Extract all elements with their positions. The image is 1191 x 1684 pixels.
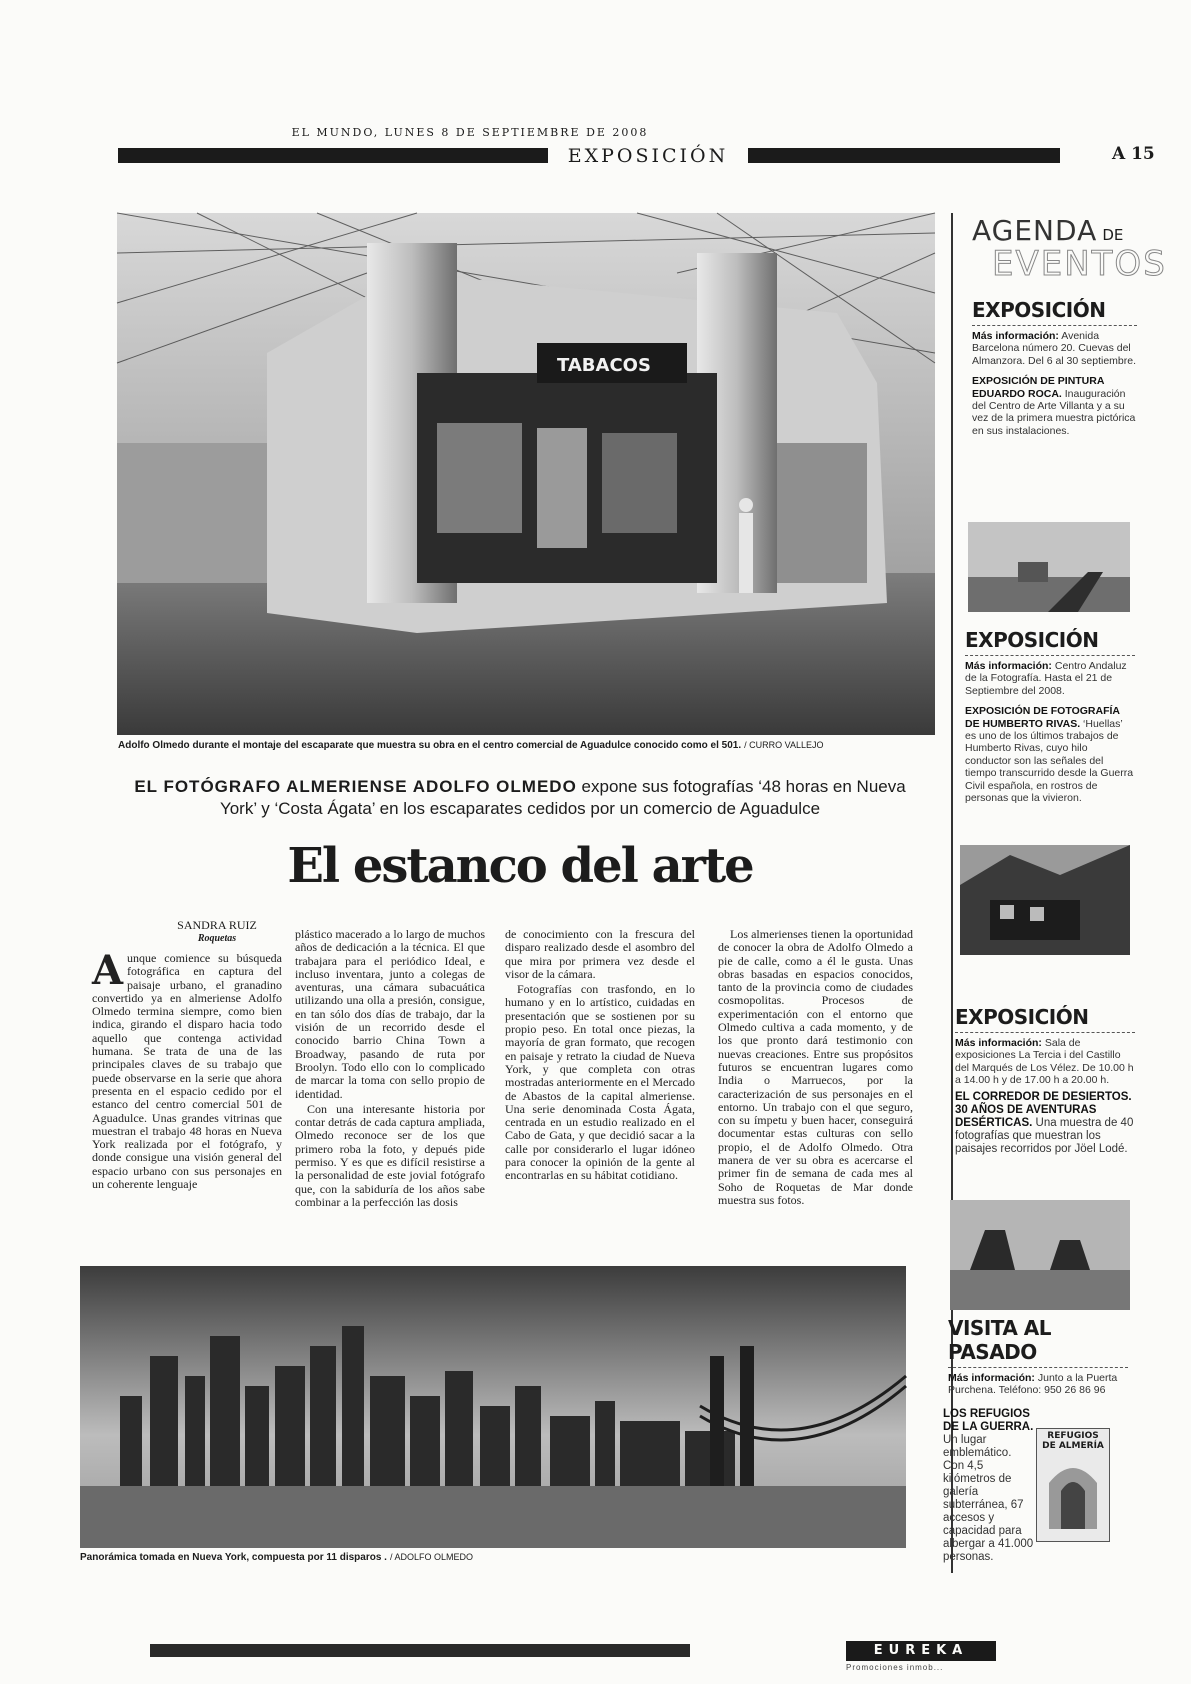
event-3-info bbox=[955, 1037, 1135, 1087]
event-1-text: Avenida Barcelona número 20. Cuevas del Almanzora. Del 6 al 30 septiembre. bbox=[972, 330, 1136, 367]
event-4-info bbox=[948, 1372, 1128, 1397]
deck-bold: EL FOTÓGRAFO ALMERIENSE ADOLFO OLMEDO bbox=[134, 777, 577, 796]
event-4b-title: LOS REFUGIOS DE LA GUERRA. bbox=[943, 1408, 1034, 1433]
event-4-text: Junto a la Puerta Purchena. Teléfono: 950 26 86 96 bbox=[948, 1372, 1118, 1397]
col2-paragraph-2: Con una interesante historia por contar detrás de cada captura ampliada, Olmedo reconoce ser de los que primero roba la foto, y depués pide permiso. Y es que es difícil resistirse a la personalidad de este jovial fotógrafo que, con la sabiduría de los años sabe combinar a la perfección las dosis bbox=[295, 1101, 485, 1209]
event-2-divider bbox=[965, 655, 1135, 656]
main-photo-caption bbox=[118, 740, 938, 751]
sidebar-event-1 bbox=[972, 298, 1137, 437]
byline-author: SANDRA RUIZ bbox=[177, 918, 257, 932]
caption-credit: / CURRO VALLEJO bbox=[744, 740, 824, 750]
event-1-info bbox=[972, 330, 1137, 367]
sidebar-photo-1 bbox=[968, 522, 1130, 612]
article-deck bbox=[120, 776, 920, 820]
byline bbox=[152, 918, 282, 944]
drop-cap: A bbox=[92, 947, 124, 994]
event-2-info bbox=[965, 660, 1135, 697]
sidebar-photo-2 bbox=[960, 845, 1130, 955]
footer-ad-strip bbox=[150, 1644, 690, 1657]
article-column-2 bbox=[295, 928, 485, 1211]
event-2b bbox=[965, 705, 1135, 804]
event-1-divider bbox=[972, 325, 1137, 326]
event-3b-title: EL CORREDOR DE DESIERTOS. 30 AÑOS DE AVENTURAS DESÉRTICAS. bbox=[955, 1090, 1132, 1129]
event-4-divider bbox=[948, 1367, 1128, 1368]
sidebar-event-3 bbox=[955, 1005, 1135, 1156]
col3-paragraph-1: de conocimiento con la frescura del disparo realizado desde el asombro del que mira por primera vez desde el visor de la cámara. bbox=[505, 927, 695, 981]
section-bar bbox=[118, 143, 1118, 169]
event-4-label: Más información: bbox=[948, 1372, 1035, 1384]
col2-paragraph-1: plástico macerado a lo largo de muchos años de dedicación a la técnica. El que trabajara para el periódico Ideal, e incluso inventara, junto a colegas de aventuras, una cámara subacuática utilizando una olla a presión, consigue, en tan sólo dos días de trabajo, dar la visión de un recorrido desde el conocido barrio China Town a Broadway, pasando de ruta por Broolyn. Todo ello con lo complicado de marcar la toma con sello propio de identidad. bbox=[295, 927, 485, 1101]
article-column-4 bbox=[718, 928, 913, 1209]
tunnel-illustration bbox=[1037, 1453, 1109, 1529]
agenda-title bbox=[972, 214, 1167, 284]
event-1-label: Más información: bbox=[972, 330, 1059, 342]
event-3-divider bbox=[955, 1032, 1135, 1033]
col3-paragraph-2: Fotografías con trasfondo, en lo humano y en lo artístico, cuidadas en presentación que se sostienen por su propio peso. En total once piezas, la mayoría de gran formato, que recogen en paisaje y retrato la ciudad de Nueva York, y que completa con otras mostradas anteriormente en el Mercado de Abastos de la capital almeriense. Una serie denominada Costa Ágata, centrada en un estudio realizado en el Cabo de Gata, y que decidió sacar a la calle por considerarlo el lugar idóneo para conocer la opinión de la gente al encontrarlas en su hábitat cotidiano. bbox=[505, 982, 695, 1183]
refugios-poster bbox=[1036, 1428, 1110, 1542]
tabacos-sign: TABACOS bbox=[557, 355, 651, 376]
event-2-title: EXPOSICIÓN bbox=[965, 628, 1099, 652]
sidebar-photo-3 bbox=[950, 1200, 1130, 1310]
agenda-eventos: EVENTOS bbox=[992, 244, 1167, 284]
headline: El estanco del arte bbox=[287, 838, 753, 894]
col1-paragraph-1: unque comience su búsqueda fotográfica en captura del paisaje urbano, el granadino convertido ya en almeriense Adolfo Olmedo termina siempre, como bien indica, girando el disparo hacia todo aquello que contenga actividad humana. Se trata de una de las principales claves de su trabajo que puede observarse en la serie que ahora presenta en el espacio cedido por el estanco del centro comercial 501 de Aguadulce. Unas grandes vitrinas que muestran el trabajo 48 horas en Nueva York realizada por el fotógrafo, y donde consigue una visión general del espacio urbano con sus personajes en un coherente lenguaje bbox=[92, 951, 282, 1192]
byline-location: Roquetas bbox=[197, 933, 237, 944]
event-1b-title: EXPOSICIÓN DE PINTURA EDUARDO ROCA. bbox=[972, 375, 1105, 400]
agenda-word: AGENDA bbox=[972, 214, 1098, 247]
event-3-label: Más información: bbox=[955, 1037, 1042, 1049]
poster-text: REFUGIOS DE ALMERÍA bbox=[1042, 1431, 1104, 1451]
event-3-text: Sala de exposiciones La Tercia i del Castillo del Marqués de Los Vélez. De 10.00 h a 14.00 h y de 17.00 h a 20.00 h. bbox=[955, 1037, 1134, 1087]
event-3b-text: Una muestra de 40 fotografías que muestran los paisajes recorridos por Jöel Lodé. bbox=[955, 1116, 1134, 1155]
dateline: EL MUNDO, LUNES 8 DE SEPTIEMBRE DE 2008 bbox=[291, 126, 649, 139]
main-photo bbox=[117, 213, 935, 735]
event-2b-text: ‘Huellas’ es uno de los últimos trabajos de Humberto Rivas, cuyo hilo conductor son las señales del tiempo transcurrido desde la Guerra Civil española, en rostros de personas que la vivieron. bbox=[965, 717, 1134, 805]
event-1-title: EXPOSICIÓN bbox=[972, 298, 1106, 322]
eureka-ad: EUREKA bbox=[846, 1641, 996, 1661]
panorama-caption bbox=[80, 1552, 680, 1563]
panorama-caption-text: Panorámica tomada en Nueva York, compuesta por 11 disparos . bbox=[80, 1552, 387, 1563]
panorama-credit: / ADOLFO OLMEDO bbox=[389, 1552, 473, 1562]
event-4b bbox=[943, 1408, 1035, 1564]
event-4-title: VISITA AL PASADO bbox=[948, 1316, 1052, 1364]
article-column-1 bbox=[92, 947, 282, 1193]
event-1b bbox=[972, 375, 1137, 437]
agenda-de: DE bbox=[1102, 226, 1124, 244]
kiosk-illustration bbox=[117, 213, 935, 735]
event-1b-text: Inauguración del Centro de Arte Villanta y a su vez de la primera muestra pictórica en sus instalaciones. bbox=[972, 387, 1136, 437]
eureka-ad-sub: Promociones inmob... bbox=[846, 1663, 944, 1672]
event-2b-title: EXPOSICIÓN DE FOTOGRAFÍA DE HUMBERTO RIVAS. bbox=[965, 705, 1120, 730]
event-3-title: EXPOSICIÓN bbox=[955, 1005, 1089, 1029]
sidebar-event-2 bbox=[965, 628, 1135, 804]
caption-text: Adolfo Olmedo durante el montaje del escaparate que muestra su obra en el centro comercial de Aguadulce conocido como el 501. bbox=[118, 740, 742, 751]
section-title: EXPOSICIÓN bbox=[548, 143, 748, 169]
page-number: A 15 bbox=[1112, 144, 1155, 164]
panorama-photo bbox=[80, 1266, 906, 1548]
skyline-illustration bbox=[80, 1266, 906, 1548]
sidebar-event-4 bbox=[948, 1316, 1128, 1397]
event-3b bbox=[955, 1091, 1135, 1156]
deck-text: expone sus fotografías ‘48 horas en Nueva York’ y ‘Costa Ágata’ en los escaparates cedidos por un comercio de Aguadulce bbox=[219, 777, 906, 818]
event-2-label: Más información: bbox=[965, 660, 1052, 672]
event-2-text: Centro Andaluz de la Fotografía. Hasta el 21 de Septiembre del 2008. bbox=[965, 660, 1127, 697]
event-4b-text: Un lugar emblemático. Con 4,5 kilómetros de galería subterránea, 67 accesos y capacidad para albergar a 41.000 personas. bbox=[943, 1434, 1034, 1563]
article-column-3 bbox=[505, 928, 695, 1185]
col4-paragraph-1: Los almerienses tienen la oportunidad de conocer la obra de Adolfo Olmedo a pie de calle, como a él le gusta. Unas obras basadas en espacios conocidos, tanto de la provincia como de ciudades cosmopolitas. Procesos de experimentación con el entorno que Olmedo cultiva a cada momento, y de los que pronto dará testimonio con nuevas creaciones. Entre sus propósitos futuros se encuentran lugares como India o Marruecos, por la caracterización de sus personajes en el entorno. Un trabajo con el que seguro, con su ímpetu y buen hacer, conseguirá documentar estas culturas con sello propio, el de Adolfo Olmedo. Otra manera de ver su obra es acercarse el primer fin de semana de cada mes al Soho de Roquetas de Mar donde muestra sus fotos. bbox=[718, 927, 913, 1207]
